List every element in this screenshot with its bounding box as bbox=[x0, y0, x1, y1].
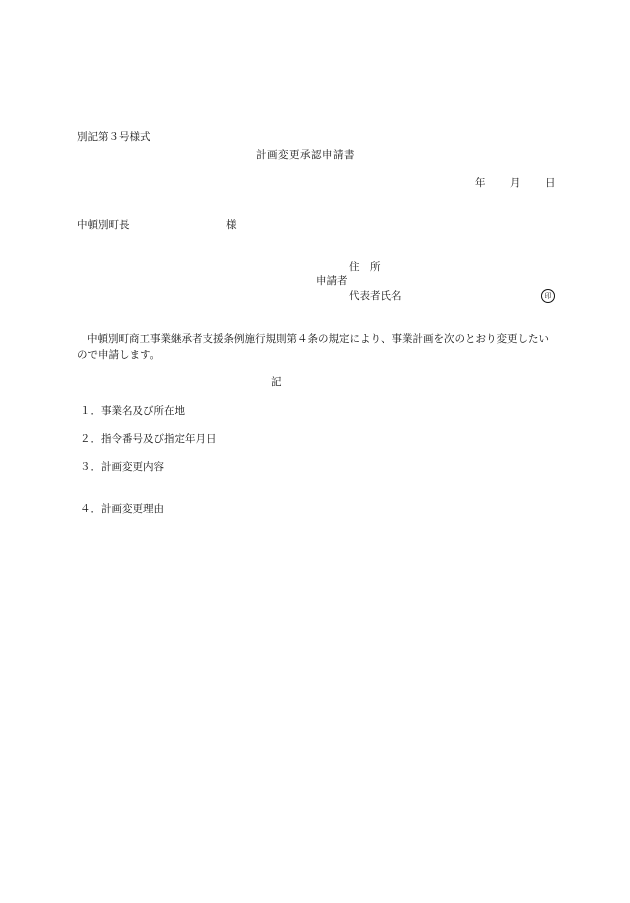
list-item: １．事業名及び所在地 bbox=[80, 405, 185, 417]
ki-heading: 記 bbox=[271, 376, 282, 388]
form-label: 別記第３号様式 bbox=[77, 131, 151, 143]
addressee-honorific: 様 bbox=[226, 219, 237, 231]
date-year-label: 年 bbox=[475, 177, 486, 189]
date-month-label: 月 bbox=[510, 177, 521, 189]
address-label: 住 所 bbox=[349, 261, 381, 273]
list-item: ４．計画変更理由 bbox=[80, 503, 164, 515]
addressee-name: 中頓別町長 bbox=[77, 219, 130, 231]
body-paragraph: 中頓別町商工事業継承者支援条例施行規則第４条の規定により、事業計画を次のとおり変更したいので申請します。 bbox=[77, 333, 549, 361]
representative-name-label: 代表者氏名 bbox=[349, 290, 402, 302]
date-day-label: 日 bbox=[545, 177, 556, 189]
document-title: 計画変更承認申請書 bbox=[256, 149, 355, 161]
applicant-label: 申請者 bbox=[316, 275, 348, 287]
seal-icon: 印 bbox=[541, 289, 555, 303]
list-item: ２．指令番号及び指定年月日 bbox=[80, 433, 217, 445]
list-item: ３．計画変更内容 bbox=[80, 461, 164, 473]
